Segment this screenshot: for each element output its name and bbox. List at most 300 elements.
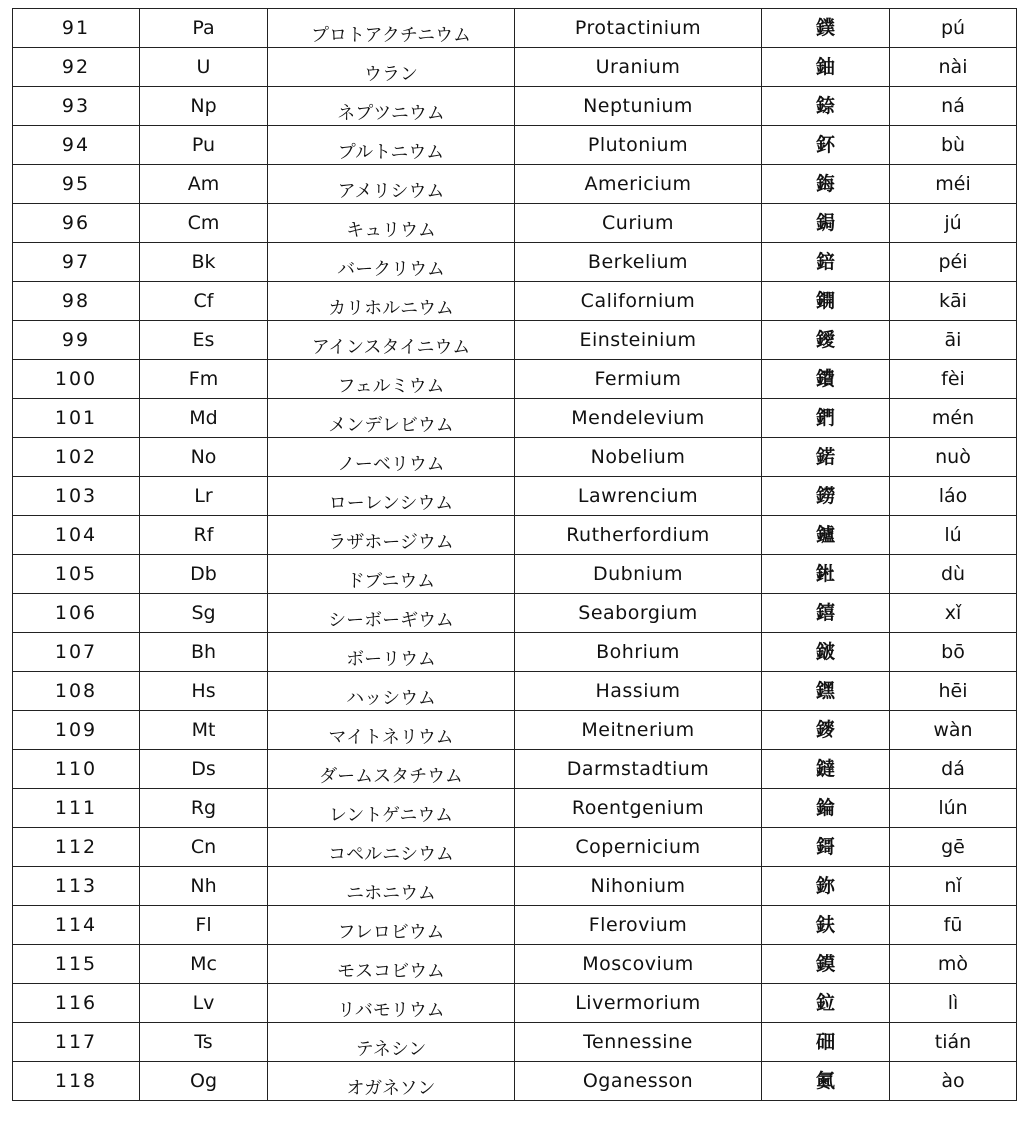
chinese-character-cell <box>762 789 890 828</box>
element-symbol-cell <box>140 945 268 984</box>
pinyin-text: dá <box>941 757 965 780</box>
chinese-character-cell <box>762 126 890 165</box>
element-symbol-cell <box>140 87 268 126</box>
english-name-cell <box>515 672 762 711</box>
table-row <box>13 672 1017 711</box>
element-symbol-cell <box>140 672 268 711</box>
pinyin-text: nǐ <box>944 874 962 897</box>
japanese-name-cell <box>268 1062 515 1101</box>
pinyin-text: lú <box>944 523 962 546</box>
elements-table <box>12 8 1017 1101</box>
element-symbol-text: Pu <box>191 133 216 156</box>
chinese-character-cell <box>762 984 890 1023</box>
english-name-text: Bohrium <box>596 640 680 663</box>
atomic-number-cell <box>13 1023 140 1062</box>
pinyin-cell <box>890 126 1017 165</box>
element-symbol-cell <box>140 243 268 282</box>
atomic-number-cell <box>13 867 140 906</box>
pinyin-text: láo <box>938 484 968 507</box>
english-name-cell <box>515 516 762 555</box>
atomic-number-cell <box>13 1062 140 1101</box>
japanese-name-text: アインスタイニウム <box>311 337 471 358</box>
element-symbol-text: Nh <box>190 874 217 897</box>
pinyin-text: tián <box>934 1030 972 1053</box>
table-row <box>13 282 1017 321</box>
atomic-number-cell <box>13 477 140 516</box>
table-row <box>13 243 1017 282</box>
japanese-name-text: メンデレビウム <box>328 415 454 436</box>
element-symbol-cell <box>140 477 268 516</box>
english-name-cell <box>515 867 762 906</box>
table-row <box>13 9 1017 48</box>
element-symbol-text: Mc <box>190 952 217 975</box>
atomic-number-cell <box>13 87 140 126</box>
english-name-text: Plutonium <box>587 133 689 156</box>
english-name-cell <box>515 9 762 48</box>
atomic-number-text: 118 <box>54 1069 98 1092</box>
pinyin-cell <box>890 672 1017 711</box>
element-symbol-cell <box>140 282 268 321</box>
chinese-character-text: 鿬 <box>815 1030 835 1053</box>
table-row <box>13 984 1017 1023</box>
chinese-character-text: 錇 <box>815 250 835 273</box>
element-symbol-text: Lr <box>194 484 213 507</box>
japanese-name-text: テネシン <box>355 1039 427 1060</box>
atomic-number-cell <box>13 828 140 867</box>
atomic-number-text: 111 <box>54 796 98 819</box>
chinese-character-text: 鎶 <box>815 835 835 858</box>
table-row <box>13 399 1017 438</box>
english-name-cell <box>515 789 762 828</box>
pinyin-cell <box>890 87 1017 126</box>
japanese-name-cell <box>268 945 515 984</box>
atomic-number-cell <box>13 360 140 399</box>
chinese-character-text: 鈇 <box>815 913 835 936</box>
japanese-name-text: ドブニウム <box>346 571 436 592</box>
table-row <box>13 204 1017 243</box>
japanese-name-text: ウラン <box>364 64 418 85</box>
atomic-number-cell <box>13 633 140 672</box>
atomic-number-text: 114 <box>54 913 98 936</box>
chinese-character-text: 䥑 <box>815 718 835 741</box>
english-name-cell <box>515 984 762 1023</box>
element-symbol-cell <box>140 321 268 360</box>
element-symbol-cell <box>140 48 268 87</box>
chinese-character-text: 錀 <box>815 796 835 819</box>
table-row <box>13 789 1017 828</box>
table-row <box>13 867 1017 906</box>
atomic-number-cell <box>13 126 140 165</box>
japanese-name-text: シーボーギウム <box>328 610 454 631</box>
atomic-number-cell <box>13 9 140 48</box>
element-symbol-text: Fl <box>195 913 212 936</box>
pinyin-text: pú <box>940 16 966 39</box>
japanese-name-cell <box>268 672 515 711</box>
atomic-number-text: 94 <box>61 133 91 156</box>
chinese-character-text: 𨭎 <box>815 601 835 624</box>
atomic-number-text: 91 <box>61 16 91 39</box>
element-symbol-cell <box>140 984 268 1023</box>
chinese-character-text: 錼 <box>815 94 835 117</box>
table-row <box>13 48 1017 87</box>
chinese-character-cell <box>762 243 890 282</box>
element-symbol-text: Mt <box>191 718 216 741</box>
pinyin-cell <box>890 399 1017 438</box>
element-symbol-text: Cm <box>187 211 220 234</box>
element-symbol-cell <box>140 516 268 555</box>
english-name-text: Hassium <box>595 679 681 702</box>
english-name-cell <box>515 828 762 867</box>
english-name-cell <box>515 399 762 438</box>
japanese-name-cell <box>268 399 515 438</box>
english-name-text: Curium <box>602 211 674 234</box>
table-row <box>13 828 1017 867</box>
element-symbol-cell <box>140 1023 268 1062</box>
atomic-number-text: 115 <box>54 952 98 975</box>
chinese-character-text: 鉨 <box>815 874 835 897</box>
chinese-character-text: 鐒 <box>815 484 835 507</box>
atomic-number-cell <box>13 594 140 633</box>
pinyin-cell <box>890 438 1017 477</box>
japanese-name-cell <box>268 516 515 555</box>
japanese-name-text: ボーリウム <box>346 649 436 670</box>
pinyin-text: gē <box>941 835 965 858</box>
atomic-number-text: 112 <box>54 835 98 858</box>
chinese-character-text: 鏌 <box>815 952 835 975</box>
japanese-name-text: アメリシウム <box>337 181 445 202</box>
chinese-character-cell <box>762 165 890 204</box>
pinyin-cell <box>890 204 1017 243</box>
japanese-name-cell <box>268 828 515 867</box>
japanese-name-text: コペルニシウム <box>328 844 454 865</box>
element-symbol-cell <box>140 126 268 165</box>
chinese-character-text: 鿫 <box>815 1069 835 1092</box>
atomic-number-cell <box>13 438 140 477</box>
english-name-text: Uranium <box>595 55 681 78</box>
atomic-number-text: 97 <box>61 250 91 273</box>
pinyin-text: nài <box>938 55 968 78</box>
japanese-name-cell <box>268 594 515 633</box>
table-row <box>13 165 1017 204</box>
element-symbol-cell <box>140 906 268 945</box>
english-name-text: Darmstadtium <box>566 757 710 780</box>
chinese-character-cell <box>762 9 890 48</box>
element-symbol-cell <box>140 555 268 594</box>
chinese-character-cell <box>762 594 890 633</box>
atomic-number-cell <box>13 711 140 750</box>
element-symbol-cell <box>140 711 268 750</box>
english-name-text: Flerovium <box>588 913 688 936</box>
atomic-number-cell <box>13 282 140 321</box>
atomic-number-text: 93 <box>61 94 91 117</box>
element-symbol-text: Es <box>192 328 215 351</box>
atomic-number-cell <box>13 399 140 438</box>
english-name-text: Protactinium <box>574 16 702 39</box>
japanese-name-cell <box>268 9 515 48</box>
english-name-text: Nihonium <box>590 874 686 897</box>
english-name-cell <box>515 321 762 360</box>
table-row <box>13 711 1017 750</box>
chinese-character-cell <box>762 516 890 555</box>
table-row <box>13 1062 1017 1101</box>
table-row <box>13 126 1017 165</box>
atomic-number-cell <box>13 906 140 945</box>
chinese-character-cell <box>762 828 890 867</box>
japanese-name-cell <box>268 555 515 594</box>
pinyin-text: jú <box>944 211 962 234</box>
element-symbol-text: Cf <box>193 289 214 312</box>
atomic-number-cell <box>13 321 140 360</box>
atomic-number-text: 103 <box>54 484 98 507</box>
table-row <box>13 516 1017 555</box>
element-symbol-cell <box>140 633 268 672</box>
pinyin-cell <box>890 945 1017 984</box>
pinyin-cell <box>890 828 1017 867</box>
chinese-character-cell <box>762 906 890 945</box>
pinyin-cell <box>890 477 1017 516</box>
element-symbol-text: Og <box>189 1069 217 1092</box>
japanese-name-text: フレロビウム <box>337 922 445 943</box>
chinese-character-cell <box>762 438 890 477</box>
element-symbol-cell <box>140 9 268 48</box>
pinyin-cell <box>890 750 1017 789</box>
japanese-name-text: レントゲニウム <box>328 805 454 826</box>
english-name-cell <box>515 711 762 750</box>
japanese-name-cell <box>268 711 515 750</box>
pinyin-cell <box>890 1023 1017 1062</box>
table-row <box>13 87 1017 126</box>
element-symbol-cell <box>140 1062 268 1101</box>
chinese-character-text: 鈾 <box>815 55 835 78</box>
english-name-cell <box>515 1062 762 1101</box>
element-symbol-text: Bk <box>191 250 216 273</box>
chinese-character-text: 鐦 <box>815 289 835 312</box>
japanese-name-cell <box>268 477 515 516</box>
atomic-number-text: 108 <box>54 679 98 702</box>
japanese-name-text: ハッシウム <box>346 688 436 709</box>
english-name-text: Livermorium <box>575 991 701 1014</box>
element-symbol-text: Md <box>189 406 218 429</box>
atomic-number-text: 92 <box>61 55 91 78</box>
atomic-number-text: 98 <box>61 289 91 312</box>
atomic-number-text: 105 <box>54 562 98 585</box>
japanese-name-cell <box>268 360 515 399</box>
japanese-name-text: ローレンシウム <box>328 493 454 514</box>
chinese-character-text: 鏷 <box>815 16 835 39</box>
table-row <box>13 945 1017 984</box>
japanese-name-text: ノーベリウム <box>337 454 445 475</box>
pinyin-cell <box>890 906 1017 945</box>
element-symbol-text: Ts <box>194 1030 213 1053</box>
pinyin-text: mén <box>931 406 975 429</box>
pinyin-cell <box>890 48 1017 87</box>
element-symbol-text: Np <box>190 94 217 117</box>
chinese-character-cell <box>762 672 890 711</box>
chinese-character-text: 鐽 <box>815 757 835 780</box>
elements-table-body <box>13 9 1017 1101</box>
japanese-name-cell <box>268 48 515 87</box>
japanese-name-text: モスコビウム <box>337 961 445 982</box>
element-symbol-text: No <box>190 445 217 468</box>
chinese-character-cell <box>762 1023 890 1062</box>
pinyin-text: méi <box>935 172 971 195</box>
atomic-number-text: 101 <box>54 406 98 429</box>
table-row <box>13 906 1017 945</box>
japanese-name-text: ニホニウム <box>346 883 436 904</box>
pinyin-cell <box>890 711 1017 750</box>
pinyin-cell <box>890 984 1017 1023</box>
element-symbol-text: Rf <box>193 523 214 546</box>
pinyin-text: bō <box>941 640 965 663</box>
atomic-number-text: 113 <box>54 874 98 897</box>
japanese-name-cell <box>268 633 515 672</box>
pinyin-text: nuò <box>935 445 971 468</box>
pinyin-cell <box>890 321 1017 360</box>
pinyin-cell <box>890 165 1017 204</box>
chinese-character-cell <box>762 321 890 360</box>
atomic-number-text: 102 <box>54 445 98 468</box>
chinese-character-text: 鐨 <box>815 367 835 390</box>
chinese-character-text: 鍆 <box>815 406 835 429</box>
english-name-text: Mendelevium <box>571 406 705 429</box>
english-name-cell <box>515 126 762 165</box>
table-row <box>13 360 1017 399</box>
pinyin-text: ná <box>941 94 965 117</box>
table-row <box>13 321 1017 360</box>
atomic-number-cell <box>13 555 140 594</box>
element-symbol-cell <box>140 828 268 867</box>
english-name-cell <box>515 48 762 87</box>
chinese-character-cell <box>762 399 890 438</box>
atomic-number-text: 106 <box>54 601 98 624</box>
japanese-name-text: カリホルニウム <box>328 298 454 319</box>
element-symbol-text: Lv <box>192 991 215 1014</box>
japanese-name-cell <box>268 126 515 165</box>
english-name-cell <box>515 438 762 477</box>
table-row <box>13 477 1017 516</box>
atomic-number-text: 95 <box>61 172 91 195</box>
atomic-number-text: 107 <box>54 640 98 663</box>
english-name-cell <box>515 204 762 243</box>
japanese-name-cell <box>268 282 515 321</box>
element-symbol-text: Bh <box>190 640 217 663</box>
table-row <box>13 1023 1017 1062</box>
pinyin-text: wàn <box>933 718 973 741</box>
pinyin-text: ào <box>941 1069 965 1092</box>
english-name-cell <box>515 243 762 282</box>
english-name-cell <box>515 906 762 945</box>
element-symbol-cell <box>140 867 268 906</box>
element-symbol-text: Cn <box>190 835 217 858</box>
english-name-cell <box>515 633 762 672</box>
chinese-character-cell <box>762 750 890 789</box>
pinyin-text: hēi <box>938 679 968 702</box>
japanese-name-text: バークリウム <box>337 259 445 280</box>
pinyin-text: āi <box>944 328 962 351</box>
chinese-character-cell <box>762 1062 890 1101</box>
chinese-character-text: 鋂 <box>815 172 835 195</box>
chinese-character-text: 鍩 <box>815 445 835 468</box>
element-symbol-cell <box>140 204 268 243</box>
chinese-character-text: 鑪 <box>815 523 835 546</box>
japanese-name-text: キュリウム <box>346 220 436 241</box>
japanese-name-text: フェルミウム <box>337 376 445 397</box>
english-name-text: Moscovium <box>582 952 694 975</box>
atomic-number-cell <box>13 984 140 1023</box>
atomic-number-text: 110 <box>54 757 98 780</box>
english-name-cell <box>515 87 762 126</box>
atomic-number-text: 100 <box>54 367 98 390</box>
pinyin-cell <box>890 282 1017 321</box>
atomic-number-cell <box>13 516 140 555</box>
chinese-character-cell <box>762 867 890 906</box>
atomic-number-cell <box>13 243 140 282</box>
english-name-text: Lawrencium <box>577 484 699 507</box>
atomic-number-cell <box>13 672 140 711</box>
chinese-character-text: 鑀 <box>815 328 835 351</box>
pinyin-cell <box>890 867 1017 906</box>
english-name-text: Californium <box>580 289 696 312</box>
english-name-text: Seaborgium <box>578 601 698 624</box>
element-symbol-cell <box>140 750 268 789</box>
japanese-name-text: ラザホージウム <box>328 532 454 553</box>
english-name-text: Dubnium <box>592 562 684 585</box>
table-row <box>13 750 1017 789</box>
atomic-number-text: 99 <box>61 328 91 351</box>
english-name-cell <box>515 594 762 633</box>
english-name-cell <box>515 477 762 516</box>
pinyin-cell <box>890 516 1017 555</box>
pinyin-text: fū <box>943 913 963 936</box>
pinyin-cell <box>890 594 1017 633</box>
english-name-text: Tennessine <box>583 1030 693 1053</box>
atomic-number-text: 109 <box>54 718 98 741</box>
chinese-character-cell <box>762 711 890 750</box>
english-name-text: Roentgenium <box>571 796 705 819</box>
pinyin-text: péi <box>938 250 968 273</box>
atomic-number-cell <box>13 945 140 984</box>
table-row <box>13 594 1017 633</box>
element-symbol-cell <box>140 594 268 633</box>
pinyin-text: lún <box>938 796 968 819</box>
chinese-character-cell <box>762 360 890 399</box>
chinese-character-cell <box>762 555 890 594</box>
atomic-number-text: 104 <box>54 523 98 546</box>
japanese-name-cell <box>268 750 515 789</box>
english-name-text: Nobelium <box>590 445 686 468</box>
atomic-number-cell <box>13 750 140 789</box>
chinese-character-cell <box>762 945 890 984</box>
table-row <box>13 633 1017 672</box>
atomic-number-cell <box>13 48 140 87</box>
english-name-text: Neptunium <box>583 94 693 117</box>
japanese-name-text: プロトアクチニウム <box>310 25 472 46</box>
english-name-text: Berkelium <box>587 250 689 273</box>
element-symbol-text: U <box>196 55 211 78</box>
pinyin-cell <box>890 360 1017 399</box>
pinyin-text: mò <box>937 952 969 975</box>
chinese-character-cell <box>762 282 890 321</box>
element-symbol-text: Pa <box>192 16 215 39</box>
english-name-cell <box>515 360 762 399</box>
japanese-name-cell <box>268 204 515 243</box>
english-name-text: Copernicium <box>575 835 701 858</box>
english-name-cell <box>515 1023 762 1062</box>
element-symbol-text: Hs <box>191 679 216 702</box>
chinese-character-text: 𨧀 <box>815 562 835 585</box>
japanese-name-text: ネプツニウム <box>337 103 445 124</box>
element-symbol-cell <box>140 789 268 828</box>
